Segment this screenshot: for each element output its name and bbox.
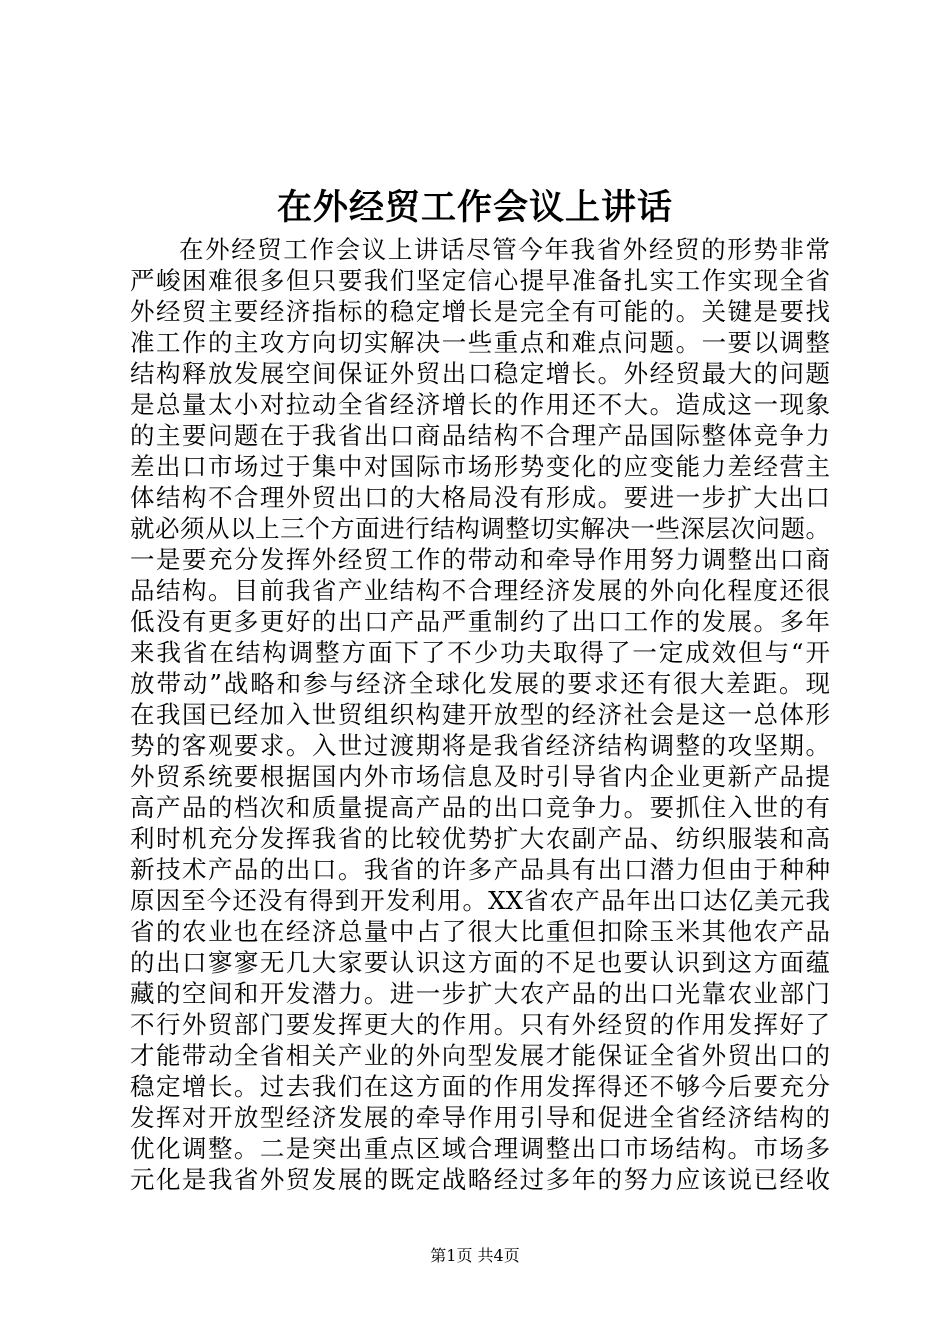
paragraph-line: 来我省在结构调整方面下了不少功夫取得了一定成效但与“开 — [130, 638, 830, 667]
paragraph-line: 原因至今还没有得到开发利用。XX省农产品年出口达亿美元我 — [130, 886, 830, 915]
paragraph-line: 藏的空间和开发潜力。进一步扩大农产品的出口光靠农业部门 — [130, 979, 830, 1008]
paragraph-line: 才能带动全省相关产业的外向型发展才能保证全省外贸出口的 — [130, 1041, 830, 1070]
paragraph-line: 利时机充分发挥我省的比较优势扩大农副产品、纺织服装和高 — [130, 824, 830, 853]
paragraph-line: 在我国已经加入世贸组织构建开放型的经济社会是这一总体形 — [130, 700, 830, 729]
paragraph-line: 优化调整。二是突出重点区域合理调整出口市场结构。市场多 — [130, 1134, 830, 1163]
paragraph-line: 严峻困难很多但只要我们坚定信心提早准备扎实工作实现全省 — [130, 266, 830, 295]
paragraph-line: 省的农业也在经济总量中占了很大比重但扣除玉米其他农产品 — [130, 917, 830, 946]
paragraph-line: 一是要充分发挥外经贸工作的带动和牵导作用努力调整出口商 — [130, 545, 830, 574]
paragraph-line: 元化是我省外贸发展的既定战略经过多年的努力应该说已经收 — [130, 1165, 830, 1194]
paragraph-line: 差出口市场过于集中对国际市场形势变化的应变能力差经营主 — [130, 452, 830, 481]
page-number: 第1页 共4页 — [430, 1246, 520, 1265]
paragraph-line: 外经贸主要经济指标的稳定增长是完全有可能的。关键是要找 — [130, 297, 830, 326]
paragraph-line: 结构释放发展空间保证外贸出口稳定增长。外经贸最大的问题 — [130, 359, 830, 388]
document-body — [130, 234, 830, 1195]
paragraph-line: 是总量太小对拉动全省经济增长的作用还不大。造成这一现象 — [130, 390, 830, 419]
paragraph-line: 就必须从以上三个方面进行结构调整切实解决一些深层次问题。 — [130, 514, 830, 543]
paragraph-line: 的主要问题在于我省出口商品结构不合理产品国际整体竞争力 — [130, 421, 830, 450]
paragraph-line: 高产品的档次和质量提高产品的出口竞争力。要抓住入世的有 — [130, 793, 830, 822]
paragraph-line: 外贸系统要根据国内外市场信息及时引导省内企业更新产品提 — [130, 762, 830, 791]
paragraph-line: 发挥对开放型经济发展的牵导作用引导和促进全省经济结构的 — [130, 1103, 830, 1132]
document-title: 在外经贸工作会议上讲话 — [276, 187, 673, 228]
paragraph-line: 品结构。目前我省产业结构不合理经济发展的外向化程度还很 — [130, 576, 830, 605]
paragraph-line: 体结构不合理外贸出口的大格局没有形成。要进一步扩大出口 — [130, 483, 830, 512]
paragraph-line: 在外经贸工作会议上讲话尽管今年我省外经贸的形势非常 — [179, 235, 830, 264]
paragraph-line: 准工作的主攻方向切实解决一些重点和难点问题。一要以调整 — [130, 328, 830, 357]
paragraph-line: 的出口寥寥无几大家要认识这方面的不足也要认识到这方面蕴 — [130, 948, 830, 977]
paragraph-line: 放带动”战略和参与经济全球化发展的要求还有很大差距。现 — [130, 669, 830, 698]
paragraph-line: 低没有更多更好的出口产品严重制约了出口工作的发展。多年 — [130, 607, 830, 636]
paragraph-line: 稳定增长。过去我们在这方面的作用发挥得还不够今后要充分 — [130, 1072, 830, 1101]
paragraph-line: 新技术产品的出口。我省的许多产品具有出口潜力但由于种种 — [130, 855, 830, 884]
paragraph-line: 不行外贸部门要发挥更大的作用。只有外经贸的作用发挥好了 — [130, 1010, 830, 1039]
paragraph-line: 势的客观要求。入世过渡期将是我省经济结构调整的攻坚期。 — [130, 731, 830, 760]
